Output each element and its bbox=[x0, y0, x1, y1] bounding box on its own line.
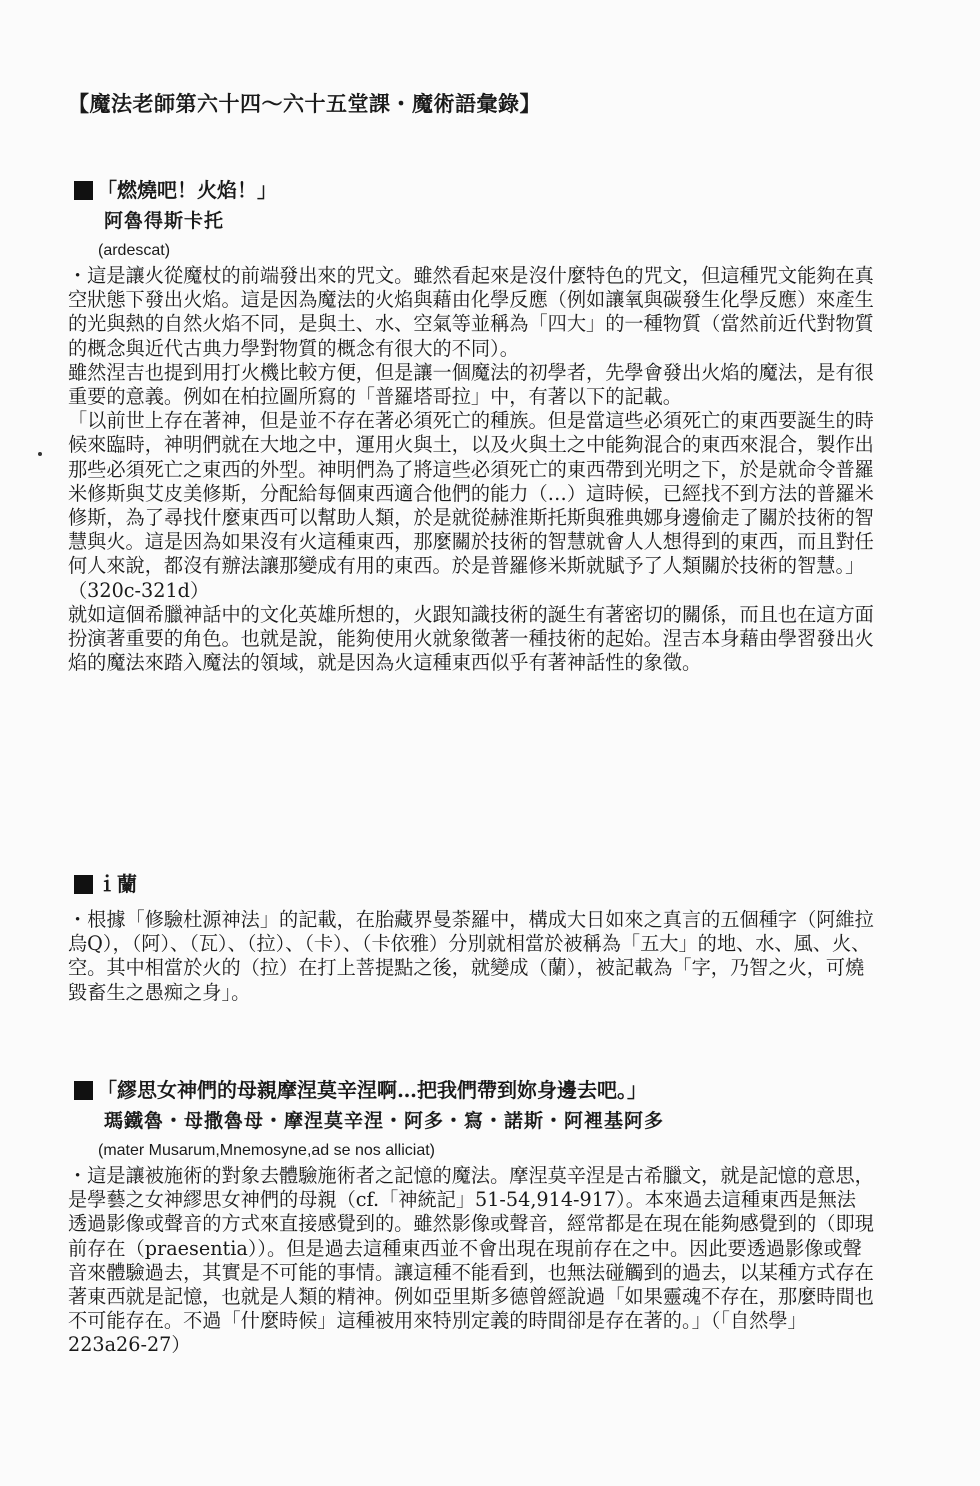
entry-reading: 瑪鐵魯・母撒魯母・摩涅莫辛涅・阿多・寫・諾斯・阿裡基阿多 bbox=[104, 1110, 665, 1132]
entry-latin: (mater Musarum,Mnemosyne,ad se nos alliciat) bbox=[98, 1142, 436, 1159]
paragraph: ・這是讓火從魔杖的前端發出來的咒文。雖然看起來是沒什麼特色的咒文，但這種咒文能夠在真空狀態下發出火焰。這是因為魔法的火焰與藉由化學反應（例如讓氧與碳發生化學反應）來產生的光與熱的自然火焰不同，是與土、水、空氣等並稱為「四大」的一種物質（當然前近代對物質的概念與近代古典力學對物質的概念有很大的不同）。 bbox=[68, 264, 874, 360]
paragraph: 就如這個希臘神話中的文化英雄所想的，火跟知識技術的誕生有著密切的關係，而且也在這方面扮演著重要的角色。也就是說，能夠使用火就象徵著一種技術的起始。涅吉本身藉由學習發出火焰的魔法來踏入魔法的領域，就是因為火這種東西似乎有著神話性的象徵。 bbox=[68, 602, 874, 675]
entry-latin: (ardescat) bbox=[98, 242, 171, 259]
entry-title-row bbox=[68, 176, 874, 204]
paragraph: ・這是讓被施術的對象去體驗施術者之記憶的魔法。摩涅莫辛涅是古希臘文，就是記憶的意思，是學藝之女神繆思女神們的母親（cf.「神統記」51-54,914-917）。本來過去這種東西是無法透過影像或聲音的方式來直接感覺到的。雖然影像或聲音，經常都是在現在能夠感覺到的（即現前存在（praesentia））。但是過去這種東西並不會出現在現前存在之中。因此要透過影像或聲音來體驗過去，其實是不可能的事情。讓這種不能看到，也無法碰觸到的過去，以某種方式存在著東西就是記憶，也就是人類的精神。例如亞里斯多德曾經說過「如果靈魂不存在，那麼時間也不可能存在。不過「什麼時候」這種被用來特別定義的時間卻是存在著的。」（「自然學」223a26-27） bbox=[68, 1164, 874, 1357]
entry-reading: 阿魯得斯卡托 bbox=[104, 210, 225, 232]
paragraph: 「以前世上存在著神，但是並不存在著必須死亡的種族。但是當這些必須死亡的東西要誕生的時候來臨時，神明們就在大地之中，運用火與土，以及火與土之中能夠混合的東西來混合，製作出那些必須死亡之東西的外型。神明們為了將這些必須死亡的東西帶到光明之下，於是就命令普羅米修斯與艾皮美修斯，分配給每個東西適合他們的能力（…）這時候，已經找不到方法的普羅米修斯，為了尋找什麼東西可以幫助人類，於是就從赫淮斯托斯與雅典娜身邊偷走了關於技術的智慧與火。這是因為如果沒有火這種東西，那麼關於技術的智慧就會人人想得到的東西，而且對任何人來說，都沒有辦法讓那變成有用的東西。於是普羅修米斯就賦予了人類關於技術的智慧。」（320c-321d） bbox=[68, 409, 874, 602]
entry-title: 「燃燒吧！火焰！」 bbox=[97, 178, 277, 202]
entry-body bbox=[68, 264, 874, 675]
black-square-bullet-icon bbox=[74, 181, 93, 200]
entry-ardescat bbox=[68, 176, 874, 675]
paragraph: ・根據「修驗杜源神法」的記載，在胎藏界曼荼羅中，構成大日如來之真言的五個種字（阿維拉烏Q），（阿）、（瓦）、（拉）、（卡）、（卡依雅）分別就相當於被稱為「五大」的地、水、風、火、空。其中相當於火的（拉）在打上菩提點之後，就變成（蘭），被記載為「字，乃智之火，可燒毀畜生之愚痴之身」。 bbox=[68, 908, 874, 1004]
entry-body bbox=[68, 1164, 874, 1358]
black-square-bullet-icon bbox=[74, 1081, 93, 1100]
entry-title-row bbox=[68, 1076, 874, 1104]
margin-speck bbox=[38, 452, 42, 456]
entry-mnemosyne bbox=[68, 1076, 874, 1358]
entry-title: 「繆思女神們的母親摩涅莫辛涅啊…把我們帶到妳身邊去吧。」 bbox=[97, 1078, 647, 1102]
paragraph: 雖然涅吉也提到用打火機比較方便，但是讓一個魔法的初學者，先學會發出火焰的魔法，是有很重要的意義。例如在柏拉圖所寫的「普羅塔哥拉」中，有著以下的記載。 bbox=[68, 360, 874, 409]
entry-ran bbox=[68, 870, 874, 1005]
entry-title-row bbox=[68, 870, 874, 898]
page-header: 【魔法老師第六十四～六十五堂課・魔術語彙錄】 bbox=[68, 91, 541, 116]
black-square-bullet-icon bbox=[74, 875, 93, 894]
entry-body bbox=[68, 908, 874, 1005]
entry-title: ｉ蘭 bbox=[97, 872, 137, 896]
